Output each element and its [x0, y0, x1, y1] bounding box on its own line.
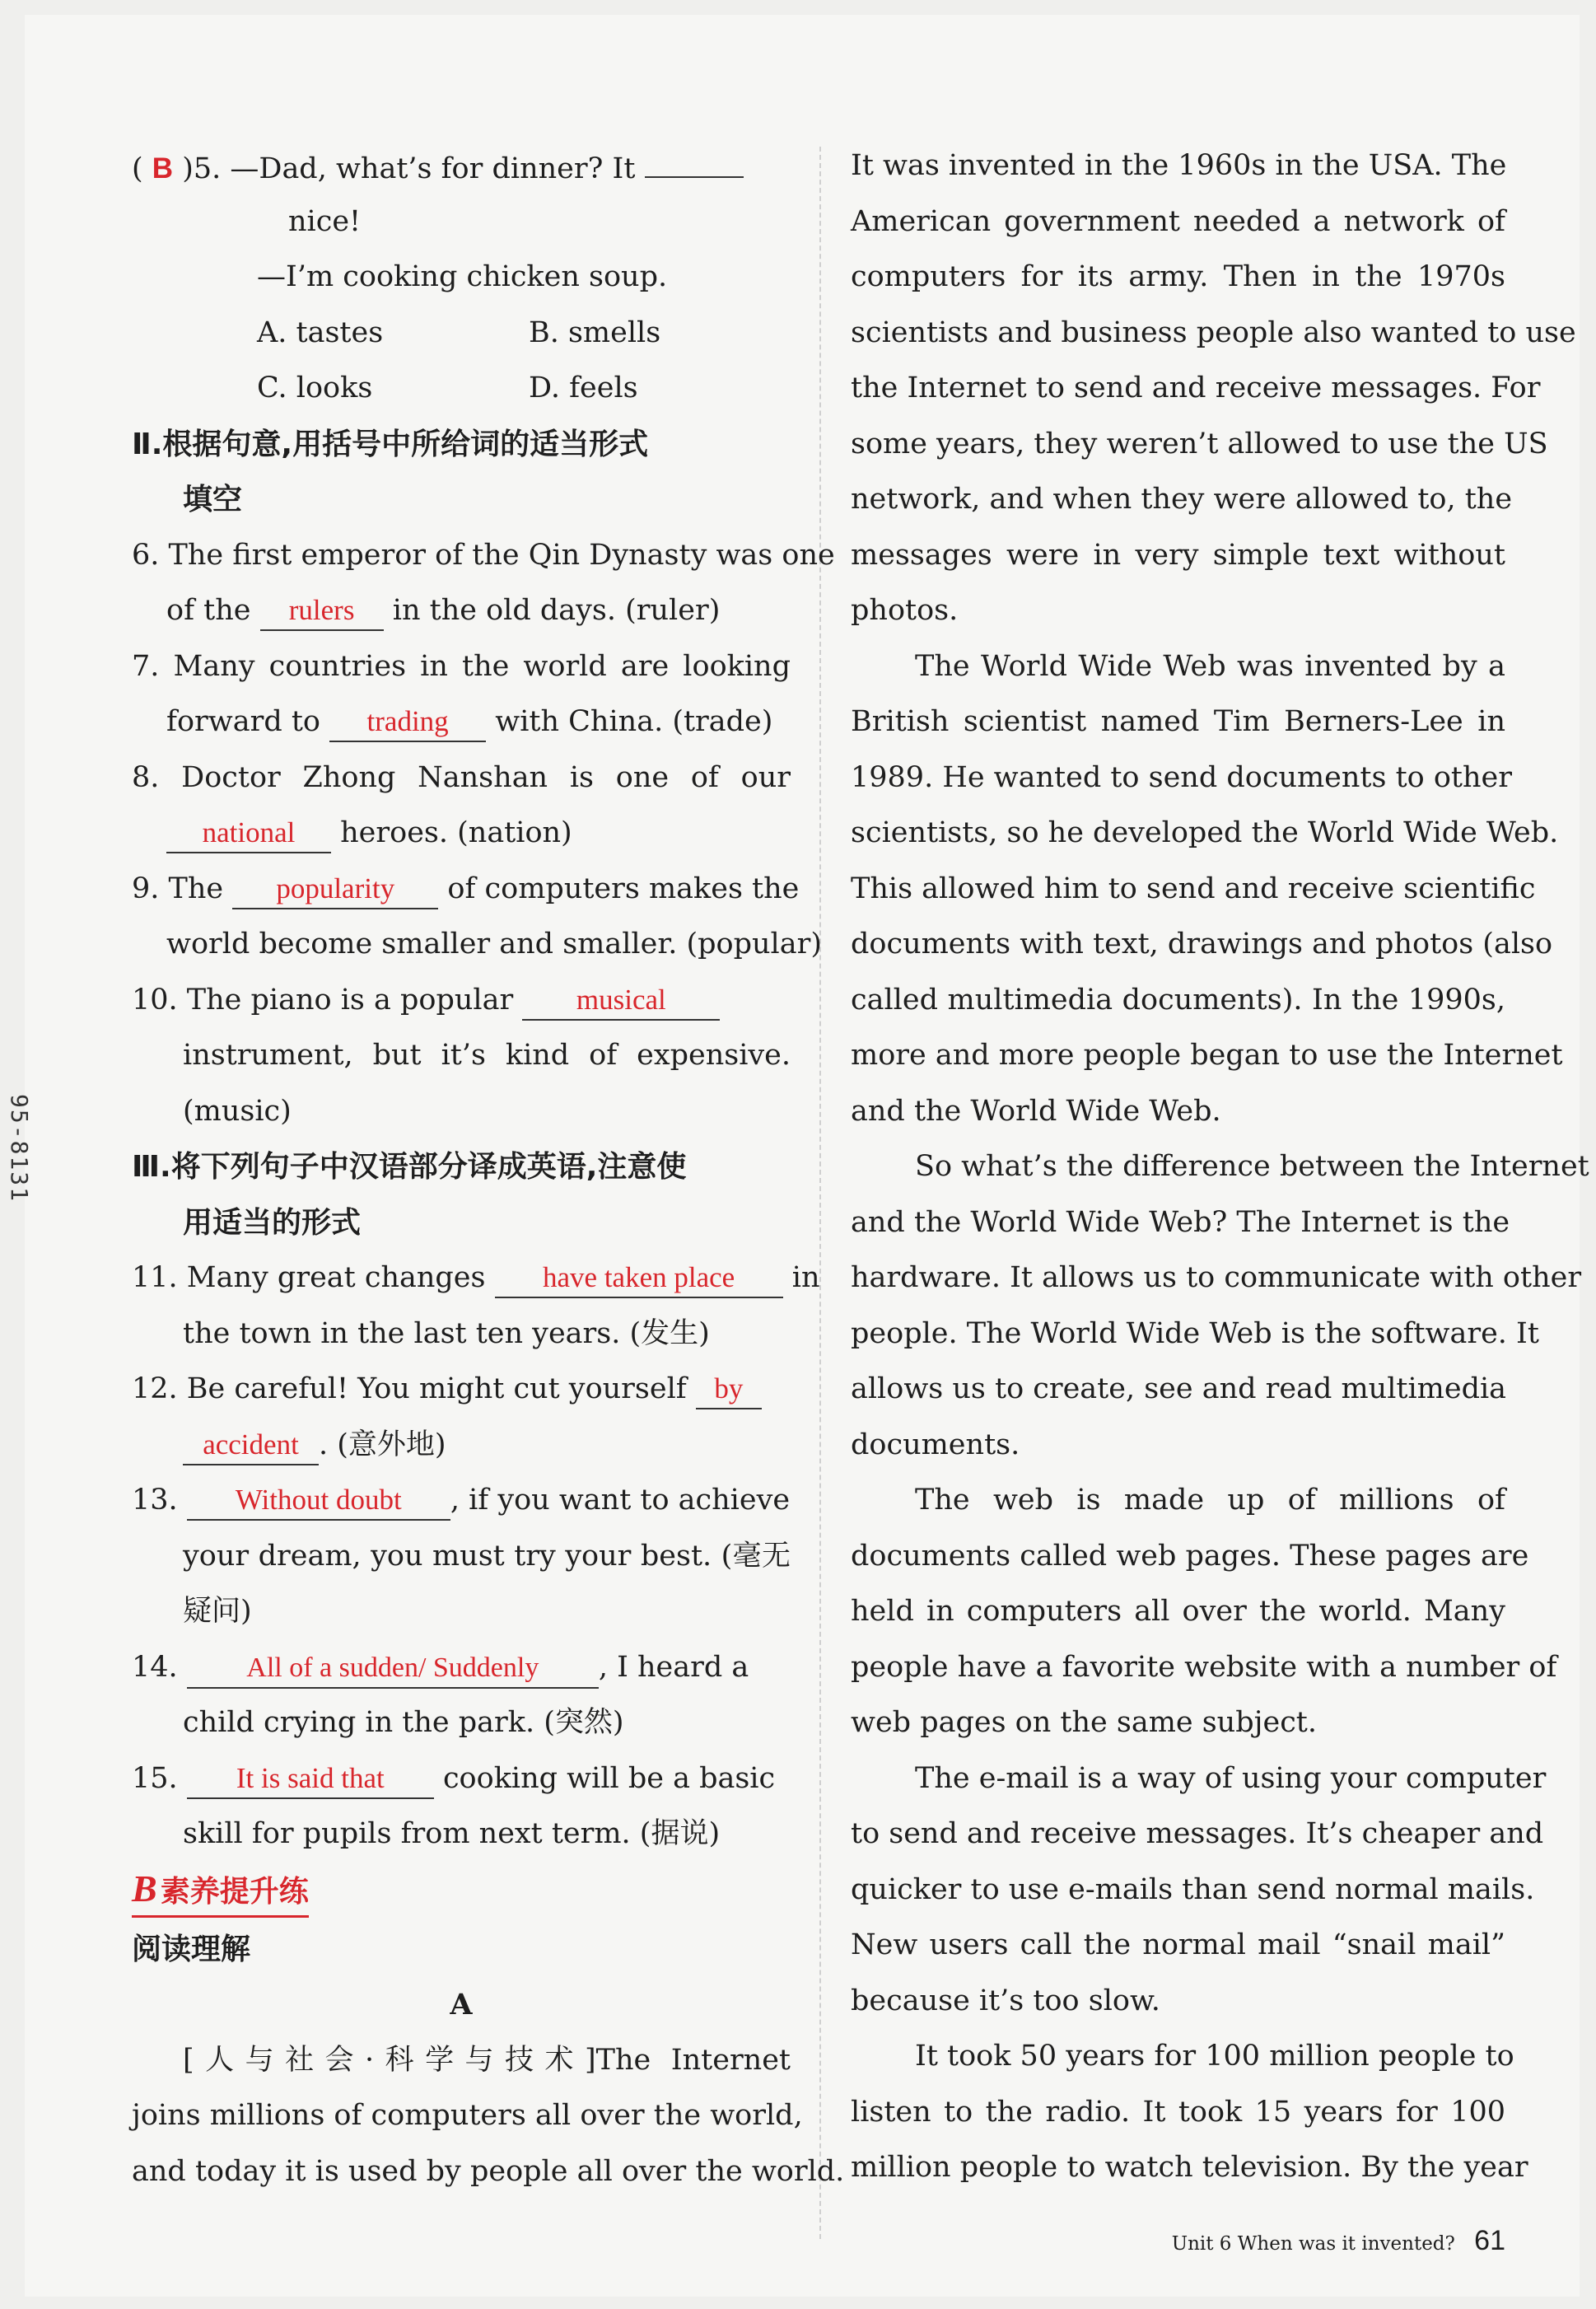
b-badge-text: 素养提升练 — [160, 1874, 309, 1909]
q5-option-d[interactable]: D. feels — [529, 372, 638, 404]
q14-number: 14. — [132, 1650, 178, 1684]
passage-line: network, and when they were allowed to, the — [851, 483, 1513, 516]
passage-line: people. The World Wide Web is the software. It — [851, 1316, 1539, 1350]
passage-line: computers for its army. Then in the 1970s — [851, 260, 1505, 293]
q6-hint: in the old days. (ruler) — [392, 594, 721, 627]
q6-answer[interactable]: rulers — [260, 591, 384, 631]
q13-answer[interactable]: Without doubt — [187, 1481, 450, 1521]
q7-line-2 — [132, 694, 791, 750]
q15-line-1 — [132, 1751, 791, 1807]
q14-line-2: child crying in the park. (突然) — [183, 1706, 624, 1739]
q11-line-2: the town in the last ten years. (发生) — [183, 1316, 710, 1350]
passage-line: messages were in very simple text without — [851, 538, 1505, 572]
q12-text: 12. Be careful! You might cut yourself — [132, 1372, 687, 1405]
q8-answer[interactable]: national — [166, 814, 331, 853]
q11-text: 11. Many great changes — [132, 1261, 486, 1294]
q13-line-3: 疑问) — [183, 1595, 252, 1628]
q13-line-2: your dream, you must try your best. (毫无 — [183, 1539, 791, 1573]
passage-line: The web is made up of millions of — [915, 1484, 1505, 1517]
section-2-heading: Ⅱ.根据句意,用括号中所给词的适当形式 — [132, 427, 649, 461]
footer-unit: Unit 6 — [1171, 2233, 1232, 2255]
q5-option-b[interactable]: B. smells — [529, 316, 661, 349]
passage-line: documents called web pages. These pages are — [851, 1539, 1529, 1573]
q5-line-1: ( B )5. —Dad, what’s for dinner? It — [132, 138, 791, 194]
passage-line: 1989. He wanted to send documents to other — [851, 760, 1512, 794]
q12-answer-part-2[interactable]: accident — [183, 1426, 319, 1465]
passage-line: documents. — [851, 1428, 1020, 1461]
section-3-heading: Ⅲ.将下列句子中汉语部分译成英语,注意使 — [132, 1150, 687, 1184]
q5-reply: —I’m cooking chicken soup. — [257, 260, 668, 293]
passage-line: The World Wide Web was invented by a — [915, 649, 1505, 683]
q15-answer[interactable]: It is said that — [187, 1760, 434, 1799]
q5-stem: )5. —Dad, what’s for dinner? It — [182, 152, 636, 185]
passage-line-1: [人与社会·科学与技术]The Internet — [183, 2043, 791, 2077]
q10-text: 10. The piano is a popular — [132, 983, 514, 1017]
q14-text: , I heard a — [598, 1650, 749, 1684]
passage-line-2: joins millions of computers all over the world, — [132, 2099, 803, 2132]
q8-hint: heroes. (nation) — [340, 816, 572, 849]
left-column — [132, 138, 845, 2199]
passage-line: million people to watch television. By the year — [851, 2151, 1528, 2184]
passage-line: people have a favorite website with a number of — [851, 1650, 1557, 1684]
q12-line-1 — [132, 1362, 791, 1418]
passage-line: quicker to use e-mails than send normal mails. — [851, 1872, 1535, 1906]
q5-blank[interactable] — [645, 138, 744, 178]
passage-line: to send and receive messages. It’s cheaper and — [851, 1817, 1544, 1850]
footer-title: When was it invented? — [1237, 2233, 1455, 2255]
passage-line: listen to the radio. It took 15 years for 100 — [851, 2095, 1505, 2129]
q13-number: 13. — [132, 1484, 178, 1517]
q14-answer[interactable]: All of a sudden/ Suddenly — [187, 1649, 599, 1689]
right-column — [851, 138, 1589, 2196]
reading-heading: 阅读理解 — [132, 1932, 251, 1966]
passage-line: allows us to create, see and read multimedia — [851, 1372, 1507, 1405]
passage-letter: A — [450, 1988, 473, 2022]
passage-line: scientists and business people also wanted to use — [851, 316, 1576, 349]
q10-line-1 — [132, 973, 791, 1029]
q12-line-2 — [132, 1418, 791, 1474]
passage-line: because it’s too slow. — [851, 1984, 1160, 2017]
q12-answer-part-1[interactable]: by — [696, 1370, 762, 1409]
q10-answer[interactable]: musical — [522, 981, 720, 1021]
q5-option-a[interactable]: A. tastes — [257, 316, 384, 349]
q13-line-1 — [132, 1473, 791, 1529]
q8-line-2 — [132, 806, 791, 862]
passage-line: The e-mail is a way of using your computer — [915, 1761, 1547, 1795]
q5-option-c[interactable]: C. looks — [257, 372, 373, 404]
q7-answer[interactable]: trading — [329, 703, 486, 742]
q7-hint: with China. (trade) — [495, 705, 773, 738]
q7-line-1: 7. Many countries in the world are looking — [132, 649, 791, 683]
passage-line: This allowed him to send and receive scientific — [851, 872, 1536, 905]
passage-line: British scientist named Tim Berners-Lee in — [851, 705, 1505, 738]
section-3-heading-cont: 用适当的形式 — [183, 1205, 362, 1240]
q7-text: forward to — [166, 705, 320, 738]
passage-line: and the World Wide Web. — [851, 1094, 1221, 1128]
passage-line: New users call the normal mail “snail mail” — [851, 1928, 1505, 1961]
page-number: 61 — [1474, 2225, 1505, 2256]
b-badge — [132, 1866, 309, 1918]
q6-line-1: 6. The first emperor of the Qin Dynasty was one — [132, 538, 835, 572]
passage-line: the Internet to send and receive messages. For — [851, 372, 1541, 404]
q9-text: 9. The — [132, 872, 224, 905]
q12-hint: . (意外地) — [319, 1428, 446, 1461]
q15-number: 15. — [132, 1761, 178, 1795]
passage-line-3: and today it is used by people all over the world. — [132, 2154, 845, 2188]
q6-line-2 — [132, 583, 791, 639]
passage-line: scientists, so he developed the World Wide Web. — [851, 816, 1559, 849]
passage-line: So what’s the difference between the Internet — [915, 1150, 1589, 1183]
passage-line: held in computers all over the world. Many — [851, 1595, 1505, 1628]
passage-line: some years, they weren’t allowed to use the US — [851, 427, 1548, 460]
passage-line: hardware. It allows us to communicate with other — [851, 1261, 1582, 1294]
section-2-heading-cont: 填空 — [183, 483, 243, 516]
workbook-page — [6, 15, 1589, 2297]
passage-line: American government needed a network of — [851, 204, 1505, 238]
q10-line-3: (music) — [183, 1094, 292, 1128]
q11-answer[interactable]: have taken place — [495, 1259, 783, 1298]
page-footer — [1160, 2225, 1505, 2257]
passage-line: and the World Wide Web? The Internet is the — [851, 1205, 1510, 1239]
q11-line-1 — [132, 1250, 820, 1306]
q9-line-2: world become smaller and smaller. (popular) — [166, 928, 822, 961]
q9-text-2: of computers makes the — [447, 872, 800, 905]
passage-line: It was invented in the 1960s in the USA. The — [851, 149, 1507, 182]
q13-text: , if you want to achieve — [450, 1484, 791, 1517]
q5-options-row-2 — [132, 361, 791, 417]
q10-line-2: instrument, but it’s kind of expensive. — [183, 1039, 791, 1072]
b-badge-letter: B — [132, 1867, 157, 1909]
q14-line-1 — [132, 1640, 791, 1696]
passage-line: It took 50 years for 100 million people to — [915, 2040, 1514, 2073]
b-section-badge — [132, 1863, 791, 1922]
passage-line: more and more people began to use the Internet — [851, 1039, 1563, 1072]
passage-line: called multimedia documents). In the 1990s, — [851, 983, 1505, 1017]
q5-options-row-1 — [132, 306, 791, 362]
passage-line: documents with text, drawings and photos (also — [851, 928, 1553, 961]
q6-text: of the — [166, 594, 251, 627]
q5-answer: B — [152, 152, 174, 185]
q5-line-2: nice! — [288, 204, 362, 238]
q9-line-1 — [132, 862, 800, 918]
side-code: 95-8131 — [6, 1094, 33, 1204]
column-divider — [819, 147, 821, 2239]
q9-answer[interactable]: popularity — [232, 870, 438, 909]
q8-line-1: 8. Doctor Zhong Nanshan is one of our — [132, 760, 791, 794]
passage-line: photos. — [851, 594, 959, 627]
passage-line: web pages on the same subject. — [851, 1706, 1317, 1739]
q15-line-2: skill for pupils from next term. (据说) — [183, 1817, 721, 1850]
q11-text-2: in — [791, 1261, 820, 1294]
q15-text: cooking will be a basic — [442, 1761, 776, 1795]
